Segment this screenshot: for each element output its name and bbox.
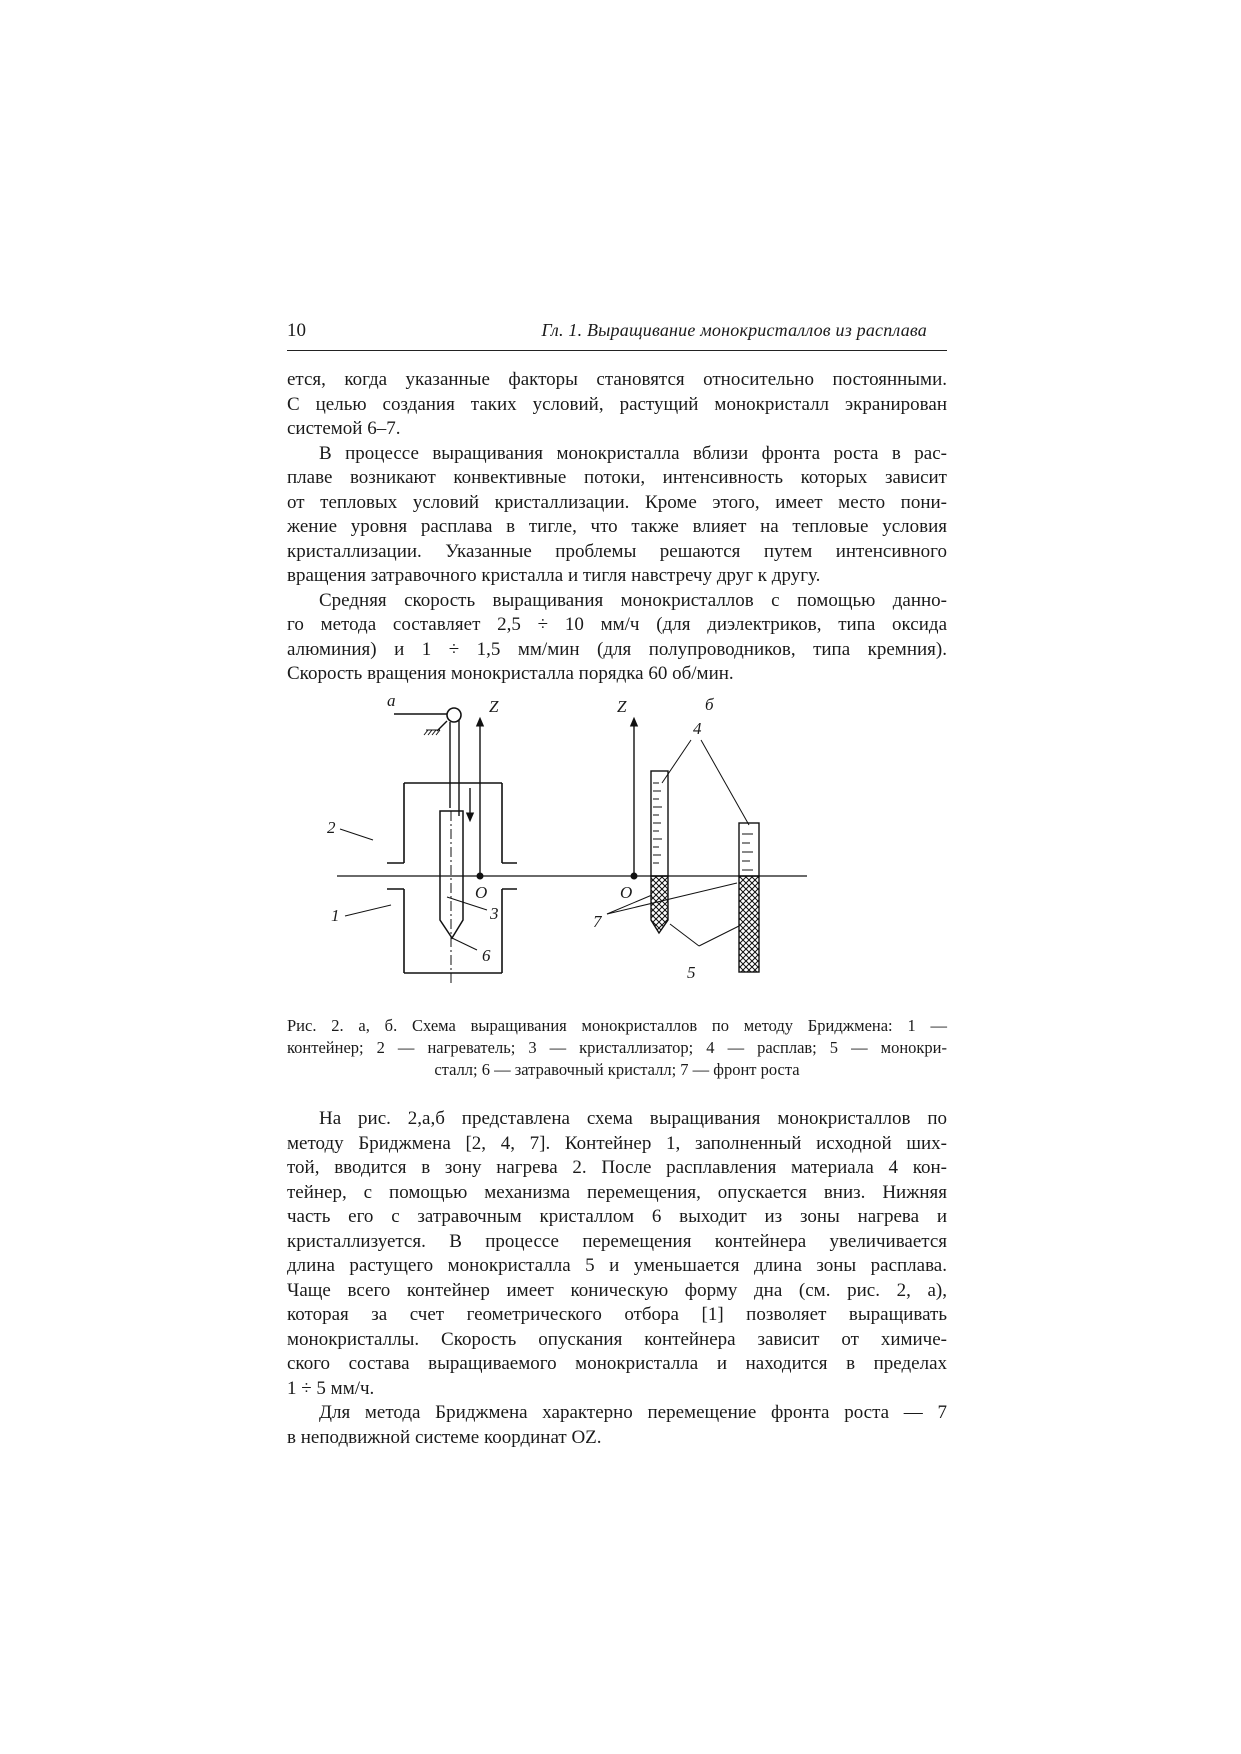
page-number: 10 bbox=[287, 320, 306, 341]
text-line: в неподвижной системе координат OZ. bbox=[287, 1426, 602, 1448]
text-line: ского состава выращиваемого монокристалла и находится в пределах bbox=[287, 1353, 947, 1374]
text-line: жение уровня расплава в тигле, что также влияет на тепловые условия bbox=[287, 516, 947, 537]
paragraph bbox=[287, 442, 947, 565]
text-line: системой 6–7. bbox=[287, 418, 401, 439]
number-4: 4 bbox=[693, 719, 702, 738]
bridgman-diagram bbox=[287, 688, 947, 1008]
caption-line: контейнер; 2 — нагреватель; 3 — кристаллизатор; 4 — расплав; 5 — монокри- bbox=[287, 1038, 947, 1057]
paragraph bbox=[287, 368, 947, 417]
text-line: плаве возникают конвективные потоки, интенсивность которых зависит bbox=[287, 467, 947, 488]
text-line: алюминия) и 1 ÷ 1,5 мм/мин (для полупроводников, типа кремния). bbox=[287, 638, 947, 660]
leader-4a bbox=[662, 740, 691, 783]
paragraph bbox=[287, 1426, 947, 1451]
text-line: кристаллизуется. В процессе перемещения контейнера увеличивается bbox=[287, 1230, 947, 1252]
leader-1 bbox=[345, 905, 391, 916]
number-7: 7 bbox=[593, 912, 602, 931]
caption-line: сталл; 6 — затравочный кристалл; 7 — фронт роста bbox=[434, 1060, 800, 1079]
text-line: той, вводится в зону нагрева 2. После расплавления материала 4 кон- bbox=[287, 1157, 947, 1178]
text-line: В процессе выращивания монокристалла вблизи фронта роста в рас- bbox=[319, 442, 947, 464]
paragraph bbox=[287, 589, 947, 663]
origin-label-a: O bbox=[475, 883, 488, 902]
number-1: 1 bbox=[331, 906, 340, 925]
number-5: 5 bbox=[687, 963, 696, 982]
paragraph bbox=[287, 1377, 947, 1402]
running-title: Гл. 1. Выращивание монокристаллов из расплава bbox=[541, 320, 927, 340]
figure-caption bbox=[287, 1015, 947, 1081]
text-line: часть его с затравочным кристаллом 6 выходит из зоны нагрева и bbox=[287, 1206, 947, 1227]
crystal-b2 bbox=[739, 876, 759, 972]
container-b2-melt bbox=[739, 823, 759, 876]
paragraph bbox=[287, 1401, 947, 1426]
number-2: 2 bbox=[327, 818, 336, 837]
caption-line: Рис. 2. а, б. Схема выращивания монокристаллов по методу Бриджмена: 1 — bbox=[287, 1016, 947, 1035]
text-bottom bbox=[287, 1107, 947, 1450]
text-line: го метода составляет 2,5 ÷ 10 мм/ч (для диэлектриков, типа оксида bbox=[287, 614, 947, 635]
pulley-icon bbox=[447, 708, 461, 722]
text-line: которая за счет геометрического отбора [1] позволяет выращивать bbox=[287, 1304, 947, 1325]
text-line: ется, когда указанные факторы становятся относительно постоянными. bbox=[287, 369, 947, 390]
figure-bridgman bbox=[287, 688, 947, 1008]
paragraph bbox=[287, 1107, 947, 1377]
leader-4b bbox=[701, 740, 749, 825]
leader-2 bbox=[340, 829, 373, 840]
leader-5a bbox=[670, 924, 699, 946]
paragraph bbox=[287, 662, 947, 687]
text-line: методу Бриджмена [2, 4, 7]. Контейнер 1, заполненный исходной ших- bbox=[287, 1132, 947, 1154]
leader-6 bbox=[452, 938, 477, 950]
text-line: Средняя скорость выращивания монокристаллов с помощью данно- bbox=[319, 589, 947, 611]
axis-label-z-b: Z bbox=[617, 697, 627, 716]
origin-point-b bbox=[631, 873, 638, 880]
paragraph bbox=[287, 417, 947, 442]
axis-label-z-a: Z bbox=[489, 697, 499, 716]
origin-point-a bbox=[477, 873, 484, 880]
text-line: Скорость вращения монокристалла порядка 60 об/мин. bbox=[287, 663, 734, 684]
text-line: 1 ÷ 5 мм/ч. bbox=[287, 1377, 375, 1399]
origin-label-b: O bbox=[620, 883, 633, 902]
text-line: На рис. 2,а,б представлена схема выращивания монокристаллов по bbox=[319, 1108, 947, 1129]
text-line: С целью создания таких условий, растущий монокристалл экранирован bbox=[287, 393, 947, 415]
text-line: Для метода Бриджмена характерно перемещение фронта роста — 7 bbox=[319, 1402, 947, 1423]
paragraph bbox=[287, 564, 947, 589]
text-line: вращения затравочного кристалла и тигля навстречу друг к другу. bbox=[287, 565, 821, 586]
label-a: а bbox=[387, 691, 396, 710]
number-6: 6 bbox=[482, 946, 491, 965]
text-line: длина растущего монокристалла 5 и уменьшается длина зоны расплава. bbox=[287, 1255, 947, 1276]
text-line: монокристаллы. Скорость опускания контейнера зависит от химиче- bbox=[287, 1328, 947, 1350]
leader-5b bbox=[699, 926, 739, 946]
number-3: 3 bbox=[490, 904, 499, 923]
crystal-b1 bbox=[651, 876, 668, 933]
text-top bbox=[287, 368, 947, 687]
label-b: б bbox=[705, 695, 714, 714]
text-line: кристаллизации. Указанные проблемы решаются путем интенсивного bbox=[287, 540, 947, 562]
text-line: Чаще всего контейнер имеет коническую форму дна (см. рис. 2, а), bbox=[287, 1279, 947, 1301]
text-line: от тепловых условий кристаллизации. Кроме этого, имеет место пони- bbox=[287, 491, 947, 513]
running-header bbox=[287, 320, 947, 351]
text-line: тейнер, с помощью механизма перемещения, опускается вниз. Нижняя bbox=[287, 1181, 947, 1203]
